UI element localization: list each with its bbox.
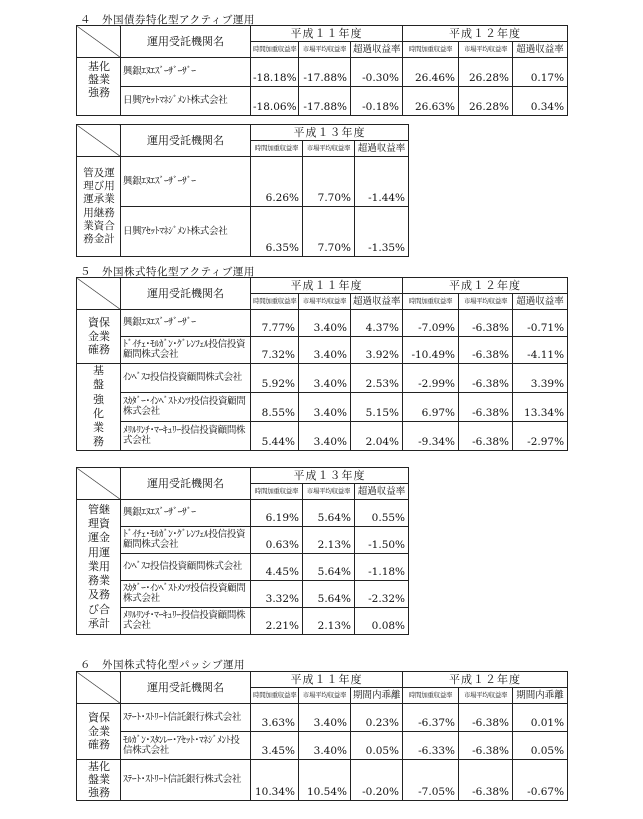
cell: -17.88% bbox=[299, 58, 351, 87]
table-row-name: 興銀ｴﾇｴｽﾞｰｻﾞｰｻﾞｰ bbox=[121, 500, 251, 527]
cell: -2.99% bbox=[403, 364, 459, 393]
header-label: 運用受託機関名 bbox=[121, 672, 251, 704]
cell: 7.70% bbox=[303, 207, 355, 257]
col-header: 超過収益率 bbox=[355, 484, 409, 500]
cell: 13.34% bbox=[513, 392, 568, 421]
table-4-2 bbox=[76, 124, 409, 257]
table-row-name: 興銀ｴﾇｴｽﾞｰｻﾞｰｻﾞｰ bbox=[121, 157, 251, 207]
cell: 2.53% bbox=[351, 364, 403, 393]
col-header: 時間加重収益率 bbox=[403, 688, 459, 704]
section-title-5: ５ 外国株式特化型アクティブ運用 bbox=[80, 266, 255, 278]
table-row-name: ｲﾝﾍﾞｽｺ投信投資顧問株式会社 bbox=[121, 364, 251, 393]
cell: 0.01% bbox=[513, 704, 568, 732]
cell: -6.38% bbox=[459, 760, 513, 801]
year-header-1: 平成１１年度 bbox=[251, 672, 403, 688]
year-header: 平成１３年度 bbox=[251, 125, 409, 141]
col-header: 時間加重収益率 bbox=[251, 42, 299, 58]
cell: -0.30% bbox=[351, 58, 403, 87]
col-header: 市場平均収益率 bbox=[459, 294, 513, 310]
header-label: 運用受託機関名 bbox=[121, 26, 251, 58]
table-5-2 bbox=[76, 467, 409, 635]
cell: 0.34% bbox=[513, 87, 568, 116]
table-row-name: 日興ｱｾｯﾄﾏﾈｼﾞﾒﾝﾄ株式会社 bbox=[121, 207, 251, 257]
cell: 10.34% bbox=[251, 760, 299, 801]
table-row-name: ﾄﾞｲﾁｪ･ﾓﾙｶﾞﾝ･ｸﾞﾚﾝﾌｪﾙ投信投資顧問株式会社 bbox=[121, 527, 251, 554]
cell: 4.45% bbox=[251, 554, 303, 581]
table-5-1 bbox=[76, 277, 568, 451]
cell: 26.28% bbox=[459, 87, 513, 116]
cell: -6.38% bbox=[459, 392, 513, 421]
cell: 3.40% bbox=[299, 704, 351, 732]
cell: -7.09% bbox=[403, 310, 459, 337]
table-row-name: 興銀ｴﾇｴｽﾞｰｻﾞｰｻﾞｰ bbox=[121, 310, 251, 337]
cell: 3.40% bbox=[299, 364, 351, 393]
cell: 0.63% bbox=[251, 527, 303, 554]
cell: 26.28% bbox=[459, 58, 513, 87]
header-label: 運用受託機関名 bbox=[121, 468, 251, 500]
header-label: 運用受託機関名 bbox=[121, 125, 251, 157]
col-header: 超過収益率 bbox=[355, 141, 409, 157]
cell: 3.45% bbox=[251, 732, 299, 760]
cell: -1.44% bbox=[355, 157, 409, 207]
cell: -6.38% bbox=[459, 732, 513, 760]
cell: 6.35% bbox=[251, 207, 303, 257]
cell: 2.13% bbox=[303, 527, 355, 554]
group-label: 基化 盤業 強務 bbox=[77, 58, 121, 116]
cell: -1.18% bbox=[355, 554, 409, 581]
cell: -18.06% bbox=[251, 87, 299, 116]
table-4-1 bbox=[76, 25, 568, 116]
cell: 0.08% bbox=[355, 608, 409, 635]
cell: -0.20% bbox=[351, 760, 403, 801]
cell: -1.35% bbox=[355, 207, 409, 257]
cell: 2.21% bbox=[251, 608, 303, 635]
cell: 3.40% bbox=[299, 421, 351, 450]
cell: -18.18% bbox=[251, 58, 299, 87]
cell: -9.34% bbox=[403, 421, 459, 450]
group-label-1: 資保 金業 確務 bbox=[77, 310, 121, 364]
table-6-1 bbox=[76, 671, 568, 801]
col-header: 市場平均収益率 bbox=[459, 688, 513, 704]
cell: -6.38% bbox=[459, 310, 513, 337]
cell: 2.13% bbox=[303, 608, 355, 635]
cell: -0.67% bbox=[513, 760, 568, 801]
cell: -6.38% bbox=[459, 704, 513, 732]
cell: 26.46% bbox=[403, 58, 459, 87]
cell: 6.97% bbox=[403, 392, 459, 421]
table-row-name: ｽｶﾀﾞｰ･ｲﾝﾍﾞｽﾄﾒﾝﾂ投信投資顧問株式会社 bbox=[121, 581, 251, 608]
col-header: 市場平均収益率 bbox=[299, 294, 351, 310]
table-row-name: ﾒﾘﾙﾘﾝﾁ･ﾏｰｷｭﾘｰ投信投資顧問株式会社 bbox=[121, 608, 251, 635]
col-header: 期間内乖離 bbox=[513, 688, 568, 704]
col-header: 超過収益率 bbox=[351, 42, 403, 58]
cell: 0.17% bbox=[513, 58, 568, 87]
cell: -2.32% bbox=[355, 581, 409, 608]
cell: 3.63% bbox=[251, 704, 299, 732]
col-header: 市場平均収益率 bbox=[299, 42, 351, 58]
cell: 2.04% bbox=[351, 421, 403, 450]
cell: -0.18% bbox=[351, 87, 403, 116]
cell: 6.26% bbox=[251, 157, 303, 207]
cell: 7.70% bbox=[303, 157, 355, 207]
year-header-1: 平成１１年度 bbox=[251, 26, 403, 42]
table-row-name: ｲﾝﾍﾞｽｺ投信投資顧問株式会社 bbox=[121, 554, 251, 581]
table-row-name: ｽﾃｰﾄ･ｽﾄﾘｰﾄ信託銀行株式会社 bbox=[121, 704, 251, 732]
cell: 3.40% bbox=[299, 337, 351, 364]
cell: 26.63% bbox=[403, 87, 459, 116]
col-header: 時間加重収益率 bbox=[403, 294, 459, 310]
col-header: 時間加重収益率 bbox=[251, 688, 299, 704]
table-row-name: ﾒﾘﾙﾘﾝﾁ･ﾏｰｷｭﾘｰ投信投資顧問株式会社 bbox=[121, 421, 251, 450]
group-label: 管及運 理び用 運承業 用継務 業資合 務金計 bbox=[77, 157, 121, 257]
cell: 3.32% bbox=[251, 581, 303, 608]
cell: -7.05% bbox=[403, 760, 459, 801]
year-header-1: 平成１１年度 bbox=[251, 278, 403, 294]
cell: 5.44% bbox=[251, 421, 299, 450]
col-header: 市場平均収益率 bbox=[303, 141, 355, 157]
cell: 6.19% bbox=[251, 500, 303, 527]
cell: 0.05% bbox=[351, 732, 403, 760]
cell: -6.33% bbox=[403, 732, 459, 760]
table-row-name: 日興ｱｾｯﾄﾏﾈｼﾞﾒﾝﾄ株式会社 bbox=[121, 87, 251, 116]
col-header: 市場平均収益率 bbox=[303, 484, 355, 500]
cell: -6.38% bbox=[459, 421, 513, 450]
cell: -1.50% bbox=[355, 527, 409, 554]
cell: 5.64% bbox=[303, 581, 355, 608]
cell: 0.23% bbox=[351, 704, 403, 732]
corner-cell bbox=[77, 468, 121, 500]
table-row-name: ﾓﾙｶﾞﾝ･ｽﾀﾝﾚｰ･ｱｾｯﾄ･ﾏﾈｼﾞﾒﾝﾄ投信株式会社 bbox=[121, 732, 251, 760]
cell: 10.54% bbox=[299, 760, 351, 801]
cell: 3.92% bbox=[351, 337, 403, 364]
cell: 5.64% bbox=[303, 554, 355, 581]
cell: -6.37% bbox=[403, 704, 459, 732]
table-row-name: ﾄﾞｲﾁｪ･ﾓﾙｶﾞﾝ･ｸﾞﾚﾝﾌｪﾙ投信投資顧問株式会社 bbox=[121, 337, 251, 364]
cell: 0.55% bbox=[355, 500, 409, 527]
col-header: 超過収益率 bbox=[513, 294, 568, 310]
table-row-name: 興銀ｴﾇｴｽﾞｰｻﾞｰｻﾞｰ bbox=[121, 58, 251, 87]
table-row-name: ｽﾃｰﾄ･ｽﾄﾘｰﾄ信託銀行株式会社 bbox=[121, 760, 251, 801]
col-header: 時間加重収益率 bbox=[251, 294, 299, 310]
col-header: 期間内乖離 bbox=[351, 688, 403, 704]
col-header: 超過収益率 bbox=[351, 294, 403, 310]
cell: 3.40% bbox=[299, 392, 351, 421]
col-header: 超過収益率 bbox=[513, 42, 568, 58]
cell: 3.39% bbox=[513, 364, 568, 393]
year-header-2: 平成１２年度 bbox=[403, 26, 568, 42]
col-header: 時間加重収益率 bbox=[251, 141, 303, 157]
cell: 0.05% bbox=[513, 732, 568, 760]
group-label-2: 基 盤 強 化 業 務 bbox=[77, 364, 121, 451]
corner-cell bbox=[77, 672, 121, 704]
section-title-6: ６ 外国株式特化型パッシブ運用 bbox=[80, 659, 245, 671]
col-header: 時間加重収益率 bbox=[403, 42, 459, 58]
year-header: 平成１３年度 bbox=[251, 468, 409, 484]
cell: -6.38% bbox=[459, 337, 513, 364]
cell: -2.97% bbox=[513, 421, 568, 450]
header-label: 運用受託機関名 bbox=[121, 278, 251, 310]
cell: 3.40% bbox=[299, 732, 351, 760]
cell: 4.37% bbox=[351, 310, 403, 337]
col-header: 市場平均収益率 bbox=[299, 688, 351, 704]
cell: 7.32% bbox=[251, 337, 299, 364]
year-header-2: 平成１２年度 bbox=[403, 672, 568, 688]
cell: 5.64% bbox=[303, 500, 355, 527]
group-label-2: 基化 盤業 強務 bbox=[77, 760, 121, 801]
cell: -17.88% bbox=[299, 87, 351, 116]
corner-cell bbox=[77, 278, 121, 310]
cell: -10.49% bbox=[403, 337, 459, 364]
cell: 5.92% bbox=[251, 364, 299, 393]
cell: -0.71% bbox=[513, 310, 568, 337]
year-header-2: 平成１２年度 bbox=[403, 278, 568, 294]
group-label: 管継 理資 運金 用運 業用 務業 及務 び合 承計 bbox=[77, 500, 121, 635]
cell: 3.40% bbox=[299, 310, 351, 337]
col-header: 市場平均収益率 bbox=[459, 42, 513, 58]
corner-cell bbox=[77, 125, 121, 157]
group-label-1: 資保 金業 確務 bbox=[77, 704, 121, 760]
cell: -6.38% bbox=[459, 364, 513, 393]
cell: 7.77% bbox=[251, 310, 299, 337]
table-row-name: ｽｶﾀﾞｰ･ｲﾝﾍﾞｽﾄﾒﾝﾂ投信投資顧問株式会社 bbox=[121, 392, 251, 421]
col-header: 時間加重収益率 bbox=[251, 484, 303, 500]
corner-cell bbox=[77, 26, 121, 58]
section-title-4: ４ 外国債券特化型アクティブ運用 bbox=[80, 14, 255, 26]
cell: 8.55% bbox=[251, 392, 299, 421]
cell: -4.11% bbox=[513, 337, 568, 364]
cell: 5.15% bbox=[351, 392, 403, 421]
